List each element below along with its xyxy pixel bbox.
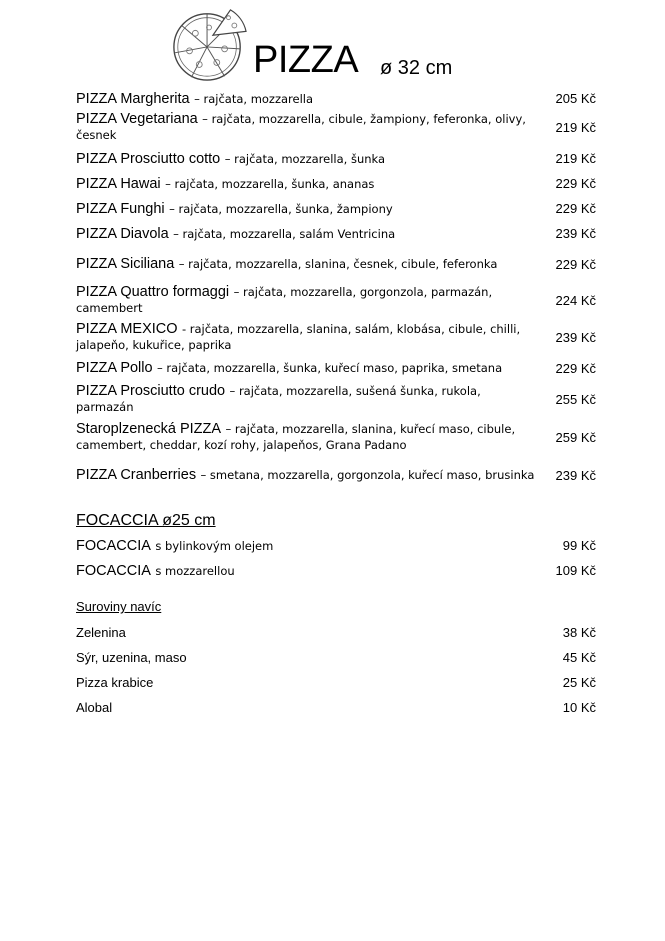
extra-item-name: Sýr, uzenina, maso [76,649,187,665]
extra-item [76,620,596,645]
menu-item-price: 229 Kč [555,360,596,376]
focaccia-list [76,533,596,583]
menu-item-text [76,91,536,107]
menu-item-name: PIZZA Quattro formaggi [76,284,230,300]
menu-item-price: 255 Kč [555,391,596,407]
menu-item-text [76,321,536,353]
menu-item-description: – rajčata, mozzarella, gorgonzola, parmazán, camembert [76,285,493,315]
menu-item-price: 259 Kč [555,429,596,445]
pizza-list [76,89,596,494]
menu-item-description: – rajčata, mozzarella, slanina, kuřecí maso, cibule, camembert, cheddar, kozí rohy, jalapeňos, Grana Padano [76,422,516,452]
focaccia-item-price: 99 Kč [562,538,596,553]
menu-item-text [76,201,536,217]
page-title: PIZZA [253,39,359,81]
menu-item-description: – rajčata, mozzarella [194,91,314,106]
focaccia-item-name: FOCACCIA [76,562,151,579]
menu-item [76,418,596,456]
extra-item-price: 45 Kč [562,650,596,665]
focaccia-item-description: s mozzarellou [155,563,235,578]
menu-item-text [76,383,536,415]
menu-item-text [76,176,536,192]
extras-list [76,620,596,720]
menu-item-name: PIZZA Siciliana [76,256,175,272]
menu-item-text [76,256,536,272]
menu-item [76,456,596,494]
menu-item-price: 219 Kč [555,119,596,135]
menu-item-price: 239 Kč [555,226,596,241]
menu-item [76,171,596,196]
menu-item-text [76,284,536,316]
menu-item-name: PIZZA Funghi [76,200,165,217]
menu-item [76,146,596,171]
menu-item [76,318,596,356]
menu-item-name: PIZZA Prosciutto cotto [76,150,221,167]
pizza-menu [76,89,596,720]
focaccia-item [76,533,596,558]
menu-item-name: PIZZA Diavola [76,225,169,242]
menu-item-description: – rajčata, mozzarella, salám Ventricina [173,226,396,241]
menu-item-name: Staroplzenecká PIZZA [76,421,222,437]
focaccia-item-price: 109 Kč [555,563,596,578]
focaccia-item-name: FOCACCIA [76,537,151,554]
menu-item-text [76,151,536,167]
focaccia-item-text [76,538,536,554]
menu-item-name: PIZZA Margherita [76,90,190,107]
menu-item-description: – rajčata, mozzarella, šunka, kuřecí maso, paprika, smetana [157,361,503,375]
menu-item-text [76,360,536,376]
menu-item-text [76,467,536,483]
menu-item-price: 229 Kč [555,176,596,191]
extra-item-price: 25 Kč [562,675,596,690]
menu-item-price: 205 Kč [555,91,596,106]
menu-item-name: PIZZA Pollo [76,360,153,376]
menu-item-description: – rajčata, mozzarella, šunka, žampiony [169,201,393,216]
menu-item-name: PIZZA Hawai [76,175,161,192]
extra-item-name: Zelenina [76,624,126,640]
focaccia-heading: FOCACCIA ø25 cm [76,512,216,529]
menu-item [76,246,596,282]
focaccia-item [76,558,596,583]
menu-item-price: 239 Kč [555,329,596,345]
focaccia-item-text [76,563,536,579]
menu-item [76,89,596,108]
menu-header [0,0,665,90]
extra-item-price: 10 Kč [562,700,596,715]
menu-item [76,221,596,246]
menu-item-description: – rajčata, mozzarella, šunka [224,151,386,166]
menu-item-description: – rajčata, mozzarella, slanina, česnek, cibule, feferonka [178,257,498,271]
menu-item-description: – rajčata, mozzarella, šunka, ananas [165,176,375,191]
extra-item-name: Alobal [76,699,113,715]
menu-item-price: 219 Kč [555,151,596,166]
menu-item-text [76,226,536,242]
menu-item-text [76,111,536,143]
menu-item [76,356,596,380]
menu-item-description: – rajčata, mozzarella, sušená šunka, rukola, parmazán [76,384,481,414]
menu-item-name: PIZZA MEXICO [76,321,178,337]
menu-item-name: PIZZA Cranberries [76,467,197,483]
focaccia-item-description: s bylinkovým olejem [155,538,274,553]
menu-item-price: 224 Kč [555,292,596,308]
menu-item-price: 229 Kč [555,201,596,216]
menu-item-name: PIZZA Vegetariana [76,111,198,127]
pizza-icon [170,6,248,84]
menu-item [76,380,596,418]
extra-item-price: 38 Kč [562,625,596,640]
menu-item [76,108,596,146]
menu-item-description: - rajčata, mozzarella, slanina, salám, klobása, cibule, chilli, jalapeňo, kukuřice, paprika [76,322,521,352]
menu-item-price: 229 Kč [555,256,596,272]
menu-item-description: – rajčata, mozzarella, cibule, žampiony, feferonka, olivy, česnek [76,112,526,142]
menu-item-text [76,421,536,453]
extra-item [76,670,596,695]
menu-item [76,196,596,221]
extra-item-name: Pizza krabice [76,674,154,690]
menu-item-price: 239 Kč [555,467,596,483]
extra-item [76,695,596,720]
menu-item-description: – smetana, mozzarella, gorgonzola, kuřecí maso, brusinka [200,468,535,482]
extra-item [76,645,596,670]
menu-item [76,282,596,318]
extras-heading: Suroviny navíc [76,599,162,614]
menu-item-name: PIZZA Prosciutto crudo [76,383,226,399]
pizza-size: ø 32 cm [380,57,453,79]
